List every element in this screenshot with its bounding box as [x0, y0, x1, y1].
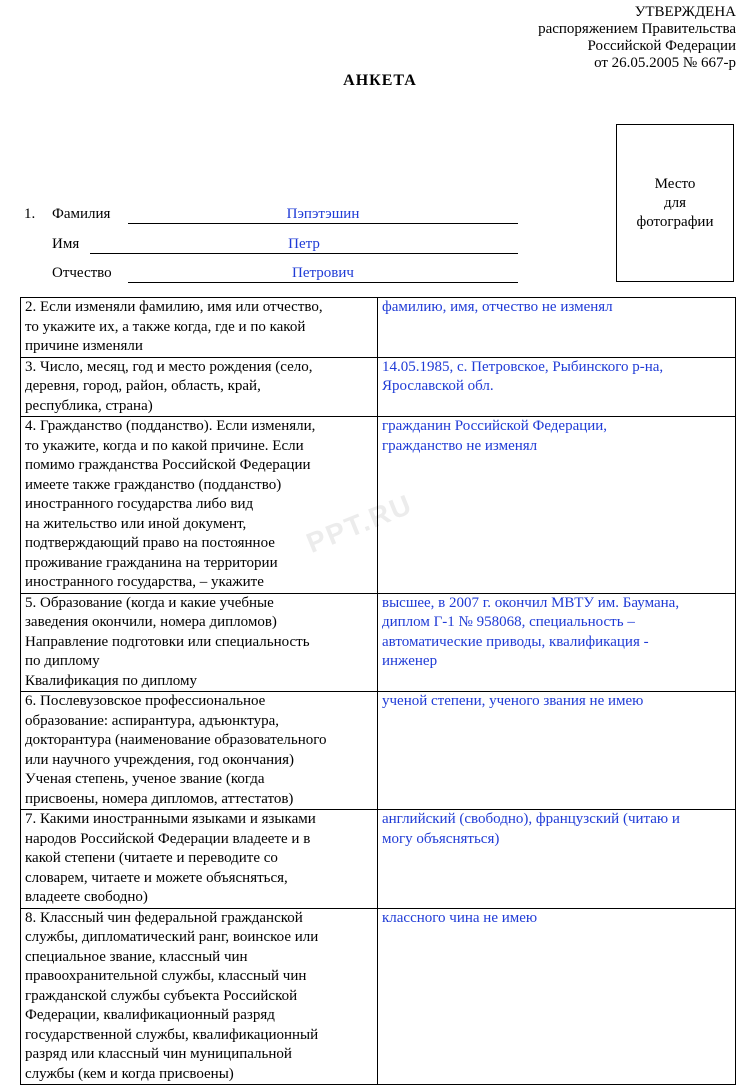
- question-text: республика, страна): [25, 397, 153, 414]
- question-text: 2. Если изменяли фамилию, имя или отчество,: [25, 299, 323, 315]
- answer-cell[interactable]: [378, 810, 736, 909]
- question-text: Ученая степень, ученое звание (когда: [25, 771, 265, 787]
- question-text: причине изменяли: [25, 338, 143, 354]
- question-cell: [21, 357, 378, 417]
- surname-label: Фамилия: [52, 206, 111, 222]
- answer-text: 14.05.1985, с. Петровское, Рыбинского р-на,: [382, 358, 664, 375]
- photo-label: Место: [654, 175, 696, 192]
- answer-text: английский (свободно), французский (читаю и: [382, 811, 680, 827]
- watermark: PPT.RU: [302, 488, 418, 559]
- question-text: службы (кем и когда присвоены): [25, 1065, 234, 1082]
- question-text: 3. Число, месяц, год и место рождения (село,: [25, 358, 313, 375]
- question-text: заведения окончили, номера дипломов): [25, 614, 277, 630]
- answer-text: фамилию, имя, отчество не изменял: [382, 299, 613, 315]
- answer-cell[interactable]: [378, 593, 736, 692]
- patronymic-row: [24, 263, 524, 283]
- question-text: Квалификация по диплому: [25, 672, 198, 689]
- table-row: [21, 810, 736, 909]
- section-number: 1.: [24, 206, 36, 222]
- answer-text: инженер: [382, 653, 438, 669]
- question-text: то укажите, когда и по какой причине. Если: [25, 437, 304, 454]
- approval-line: Российской Федерации: [587, 38, 736, 54]
- question-text: 7. Какими иностранными языками и языками: [25, 811, 316, 827]
- answer-cell[interactable]: [378, 692, 736, 810]
- question-text: разряд или классный чин муниципальной: [25, 1046, 292, 1062]
- question-cell: [21, 692, 378, 810]
- question-text: Направление подготовки или специальность: [25, 633, 310, 650]
- question-text: иностранного государства, – укажите: [25, 574, 264, 590]
- question-text: специальное звание, классный чин: [25, 948, 248, 965]
- question-text: 4. Гражданство (подданство). Если изменяли,: [25, 418, 316, 434]
- approval-line: распоряжением Правительства: [538, 21, 736, 37]
- question-text: Федерации, квалификационный разряд: [25, 1007, 275, 1023]
- name-label: Имя: [52, 236, 80, 252]
- question-cell: [21, 298, 378, 358]
- answer-cell[interactable]: [378, 908, 736, 1085]
- table-row: [21, 593, 736, 692]
- answer-cell[interactable]: [378, 417, 736, 594]
- question-text: имеете также гражданство (подданство): [25, 476, 282, 493]
- question-text: образование: аспирантура, адъюнктура,: [25, 712, 280, 729]
- question-cell: [21, 810, 378, 909]
- question-text: докторантура (наименование образовательного: [25, 732, 327, 748]
- question-text: 8. Классный чин федеральной гражданской: [25, 909, 303, 926]
- question-text: словарем, читаете и можете объясняться,: [25, 869, 288, 886]
- question-text: правоохранительной службы, классный чин: [25, 968, 307, 984]
- question-text: 5. Образование (когда и какие учебные: [25, 594, 274, 611]
- question-cell: [21, 908, 378, 1085]
- answer-text: ученой степени, ученого звания не имею: [382, 693, 644, 709]
- patronymic-label: Отчество: [52, 265, 112, 281]
- answer-text: высшее, в 2007 г. окончил МВТУ им. Баумана,: [382, 594, 680, 611]
- question-text: деревня, город, район, область, край,: [25, 378, 261, 394]
- table-row: [21, 357, 736, 417]
- question-cell: [21, 417, 378, 594]
- page-title: АНКЕТА: [343, 72, 417, 89]
- question-text: подтверждающий право на постоянное: [25, 535, 275, 551]
- answer-text: Ярославской обл.: [382, 378, 494, 394]
- answer-cell[interactable]: [378, 298, 736, 358]
- approval-line: УТВЕРЖДЕНА: [634, 4, 736, 20]
- question-text: проживание гражданина на территории: [25, 554, 278, 571]
- question-text: на жительство или иной документ,: [25, 515, 247, 532]
- answer-text: диплом Г-1 № 958068, специальность –: [382, 614, 635, 630]
- question-text: службы, дипломатический ранг, воинское или: [25, 929, 319, 945]
- question-text: то укажите их, а также когда, где и по какой: [25, 318, 306, 335]
- name-field[interactable]: Петр: [90, 234, 518, 254]
- answer-text: гражданство не изменял: [382, 437, 538, 454]
- answer-text: автоматические приводы, квалификация -: [382, 633, 649, 650]
- question-text: по диплому: [25, 653, 100, 669]
- answer-text: могу объясняться): [382, 830, 500, 847]
- name-row: [24, 234, 524, 254]
- question-cell: [21, 593, 378, 692]
- table-row: [21, 908, 736, 1085]
- questionnaire-table: [20, 297, 736, 1085]
- question-text: 6. Послевузовское профессиональное: [25, 693, 266, 709]
- question-text: владеете свободно): [25, 889, 148, 905]
- approval-line: от 26.05.2005 № 667-р: [594, 55, 736, 71]
- question-text: государственной службы, квалификационный: [25, 1026, 319, 1043]
- surname-row: [24, 204, 524, 224]
- approval-stamp: [538, 4, 736, 72]
- question-text: гражданской службы субъекта Российской: [25, 987, 298, 1004]
- surname-field[interactable]: Пэпэтэшин: [128, 204, 518, 224]
- question-text: народов Российской Федерации владеете и в: [25, 830, 311, 847]
- answer-text: гражданин Российской Федерации,: [382, 418, 608, 434]
- photo-label: для: [663, 194, 687, 211]
- answer-cell[interactable]: [378, 357, 736, 417]
- table-row: [21, 298, 736, 358]
- table-row: [21, 417, 736, 594]
- table-row: [21, 692, 736, 810]
- question-text: присвоены, номера дипломов, аттестатов): [25, 790, 294, 807]
- question-text: иностранного государства либо вид: [25, 496, 254, 512]
- patronymic-field[interactable]: Петрович: [128, 263, 518, 283]
- answer-text: классного чина не имею: [382, 909, 538, 926]
- question-text: помимо гражданства Российской Федерации: [25, 457, 311, 473]
- photo-label: фотографии: [636, 213, 714, 230]
- question-text: какой степени (читаете и переводите со: [25, 850, 278, 866]
- photo-placeholder: [616, 124, 734, 282]
- question-text: или научного учреждения, год окончания): [25, 751, 295, 768]
